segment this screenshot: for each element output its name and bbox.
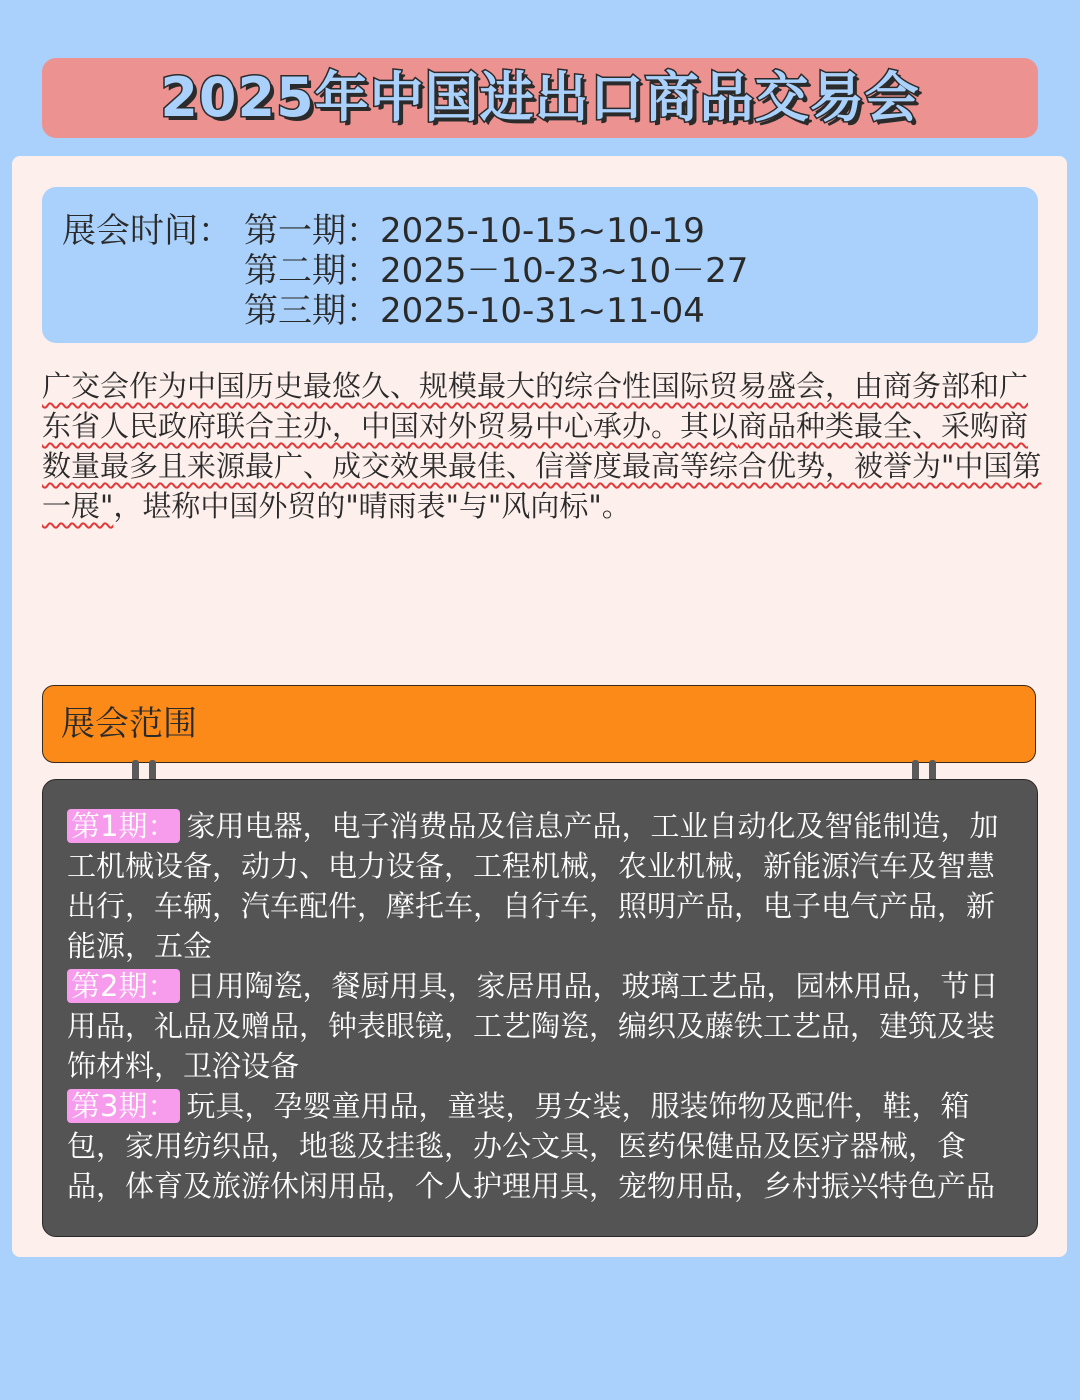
schedule-box bbox=[42, 187, 1038, 343]
phase-1-text: 家用电器，电子消费品及信息产品，工业自动化及智能制造，加工机械设备，动力、电力设备，工程机械，农业机械，新能源汽车及智慧出行，车辆，汽车配件，摩托车，自行车，照明产品，电子电气产品，新能源，五金 bbox=[67, 809, 999, 963]
title-banner bbox=[42, 58, 1038, 138]
intro-text-3: ，堪称中国外贸的"晴雨表"与"风向标"。 bbox=[113, 489, 631, 523]
intro-text-1: 广交会作为中国历史最悠久、规模最大的综合性国际贸易盛会，由商务部和广东省人民政府联合主办，中国对外贸易中心承办。其以 bbox=[42, 369, 1029, 443]
phase-2-text: 日用陶瓷，餐厨用具，家居用品，玻璃工艺品，园林用品，节日用品，礼品及赠品，钟表眼镜，工艺陶瓷，编织及藤铁工艺品，建筑及装饰材料，卫浴设备 bbox=[67, 969, 999, 1083]
phase-1-tag: 第1期： bbox=[67, 809, 180, 843]
phase-3-tag: 第3期： bbox=[67, 1089, 180, 1123]
scope-body bbox=[42, 779, 1038, 1237]
content-card bbox=[12, 156, 1067, 1257]
scope-header-label: 展会范围 bbox=[61, 704, 197, 744]
period-1-dates: 第一期：2025-10-15~10-19 bbox=[244, 211, 705, 251]
scope-list bbox=[67, 806, 1007, 1206]
period-2-dates: 第二期：2025－10-23~10－27 bbox=[244, 251, 749, 291]
intro-text-2: 商品种类最全、采购商数量最多且来源最广、成交效果最佳、信誉度最高等综合优势，被誉为"中国第一展" bbox=[42, 409, 1042, 523]
phase-2-tag: 第2期： bbox=[67, 969, 180, 1003]
intro-paragraph bbox=[42, 366, 1042, 526]
period-3-dates: 第三期：2025-10-31~11-04 bbox=[244, 291, 705, 331]
schedule-label: 展会时间： bbox=[62, 211, 232, 251]
phase-3-text: 玩具，孕婴童用品，童装，男女装，服装饰物及配件，鞋，箱包，家用纺织品，地毯及挂毯，办公文具，医药保健品及医疗器械，食品，体育及旅游休闲用品，个人护理用具，宠物用品，乡村振兴特色产品 bbox=[67, 1089, 996, 1203]
scope-header bbox=[42, 685, 1036, 763]
page-title: 2025年中国进出口商品交易会 bbox=[160, 66, 920, 129]
